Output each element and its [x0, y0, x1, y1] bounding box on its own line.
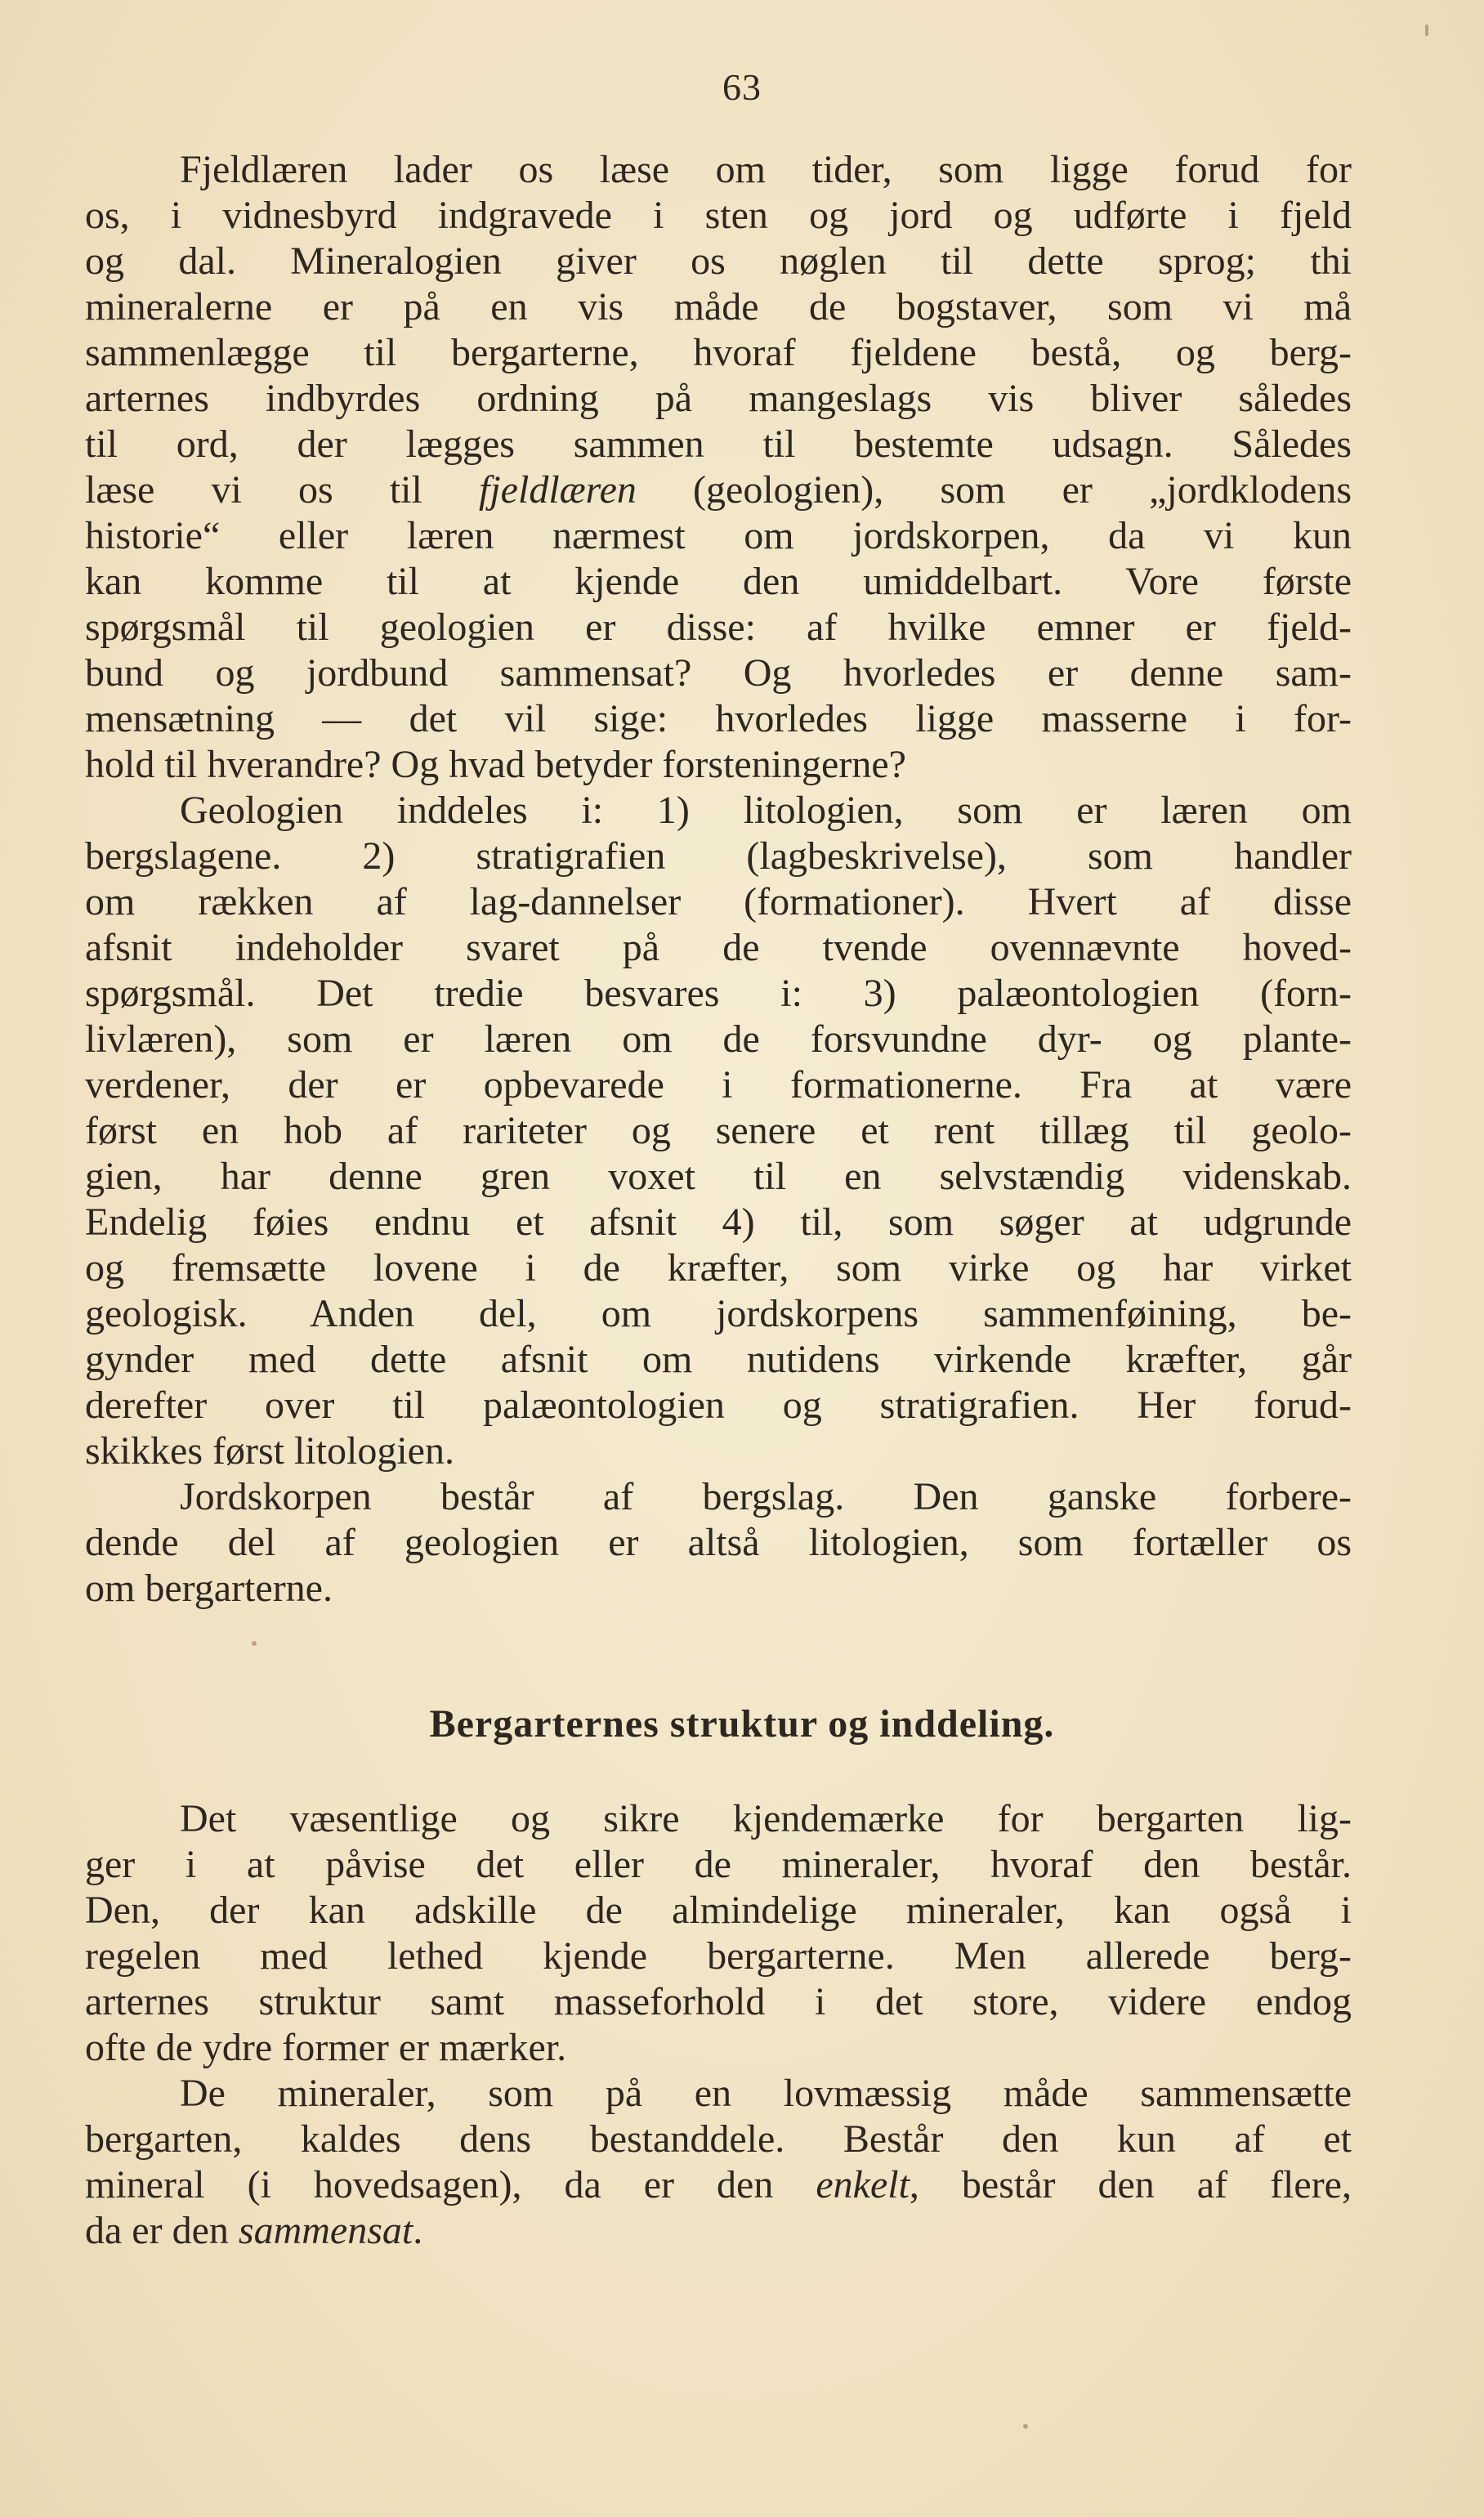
text-line: bergslagene. 2) stratigrafien (lagbeskrivelse), som handler [85, 834, 1352, 878]
text-line: skikkes først litologien. [85, 1429, 454, 1473]
text-line: bergarten, kaldes dens bestanddele. Består den kun af et [85, 2117, 1352, 2161]
text-line: ofte de ydre former er mærker. [85, 2026, 567, 2069]
text-line: gynder med dette afsnit om nutidens virkende kræfter, går [85, 1338, 1352, 1381]
text-line: geologisk. Anden del, om jordskorpens sammenføining, be- [85, 1292, 1352, 1335]
text-line: afsnit indeholder svaret på de tvende ovennævnte hoved- [85, 926, 1352, 969]
text-line: Jordskorpen består af bergslag. Den ganske forbere- [180, 1475, 1352, 1518]
text-line: arternes indbyrdes ordning på mangeslags vis bliver således [85, 377, 1352, 420]
text-line: dende del af geologien er altså litologien, som fortæller os [85, 1521, 1352, 1564]
text-line-with-italic [85, 2208, 1352, 2254]
text-line: Den, der kan adskille de almindelige mineraler, kan også i [85, 1889, 1352, 1932]
text-line: mineralerne er på en vis måde de bogstaver, som vi må [85, 285, 1352, 329]
section-heading: Bergarternes struktur og inddeling. [429, 1702, 1055, 1746]
text-line: arternes struktur samt masseforhold i det store, videre endog [85, 1980, 1352, 2023]
text-fragment: (geologien), som er „jordklodens [636, 468, 1352, 512]
text-line-with-italic [85, 467, 1352, 513]
text-line: sammenlægge til bergarterne, hvoraf fjeldene bestå, og berg- [85, 331, 1352, 374]
text-line: gien, har denne gren voxet til en selvstændig videnskab. [85, 1155, 1352, 1198]
text-line: og fremsætte lovene i de kræfter, som virke og har virket [85, 1246, 1352, 1290]
text-fragment: læse vi os til [85, 468, 479, 512]
page-number: 63 [722, 66, 762, 108]
text-line: bund og jordbund sammensat? Og hvorledes er denne sam- [85, 651, 1352, 695]
text-line: verdener, der er opbevarede i formationerne. Fra at være [85, 1063, 1352, 1106]
paper-speck [1425, 25, 1428, 36]
text-line: kan komme til at kjende den umiddelbart. Vore første [85, 560, 1352, 603]
text-line: først en hob af rariteter og senere et rent tillæg til geolo- [85, 1109, 1352, 1152]
text-line: hold til hverandre? Og hvad betyder forsteningerne? [85, 743, 906, 786]
paper-speck [252, 1641, 257, 1646]
text-line-with-italic [85, 2162, 1352, 2208]
text-line: spørgsmål til geologien er disse: af hvilke emner er fjeld- [85, 606, 1352, 649]
text-line: livlæren), som er læren om de forsvundne dyr- og plante- [85, 1017, 1352, 1061]
text-fragment: , består den af flere, [909, 2163, 1352, 2206]
text-line: om rækken af lag-dannelser (formationer). Hvert af disse [85, 880, 1352, 923]
text-line: historie“ eller læren nærmest om jordskorpen, da vi kun [85, 514, 1352, 557]
text-fragment: . [413, 2209, 423, 2252]
text-line: De mineraler, som på en lovmæssig måde sammensætte [180, 2072, 1352, 2115]
text-line: derefter over til palæontologien og stratigrafien. Her forud- [85, 1384, 1352, 1427]
text-fragment: mineral (i hovedsagen), da er den [85, 2163, 816, 2206]
text-line: os, i vidnesbyrd indgravede i sten og jord og udførte i fjeld [85, 194, 1352, 237]
text-line: Geologien inddeles i: 1) litologien, som er læren om [180, 789, 1352, 832]
text-line: om bergarterne. [85, 1567, 333, 1610]
italic-term-sammensat: sammensat [238, 2209, 413, 2252]
italic-term-fjeldlaeren: fjeldlæren [479, 468, 637, 512]
section-1 [85, 147, 1352, 1612]
text-line: ger i at påvise det eller de mineraler, hvoraf den består. [85, 1843, 1352, 1886]
text-line: Fjeldlæren lader os læse om tider, som ligge forud for [180, 148, 1352, 191]
text-line: Endelig føies endnu et afsnit 4) til, som søger at udgrunde [85, 1200, 1352, 1244]
text-line: Det væsentlige og sikre kjendemærke for bergarten lig- [180, 1797, 1352, 1840]
italic-term-enkelt: enkelt [816, 2163, 910, 2206]
section-2 [85, 1796, 1352, 2254]
paper-speck [1023, 2424, 1028, 2429]
text-fragment: da er den [85, 2209, 239, 2252]
text-line: mensætning — det vil sige: hvorledes ligge masserne i for- [85, 697, 1352, 740]
text-line: regelen med lethed kjende bergarterne. Men allerede berg- [85, 1934, 1352, 1978]
text-line: spørgsmål. Det tredie besvares i: 3) palæontologien (forn- [85, 972, 1352, 1015]
text-line: og dal. Mineralogien giver os nøglen til dette sprog; thi [85, 239, 1352, 283]
text-line: til ord, der lægges sammen til bestemte udsagn. Således [85, 422, 1352, 466]
